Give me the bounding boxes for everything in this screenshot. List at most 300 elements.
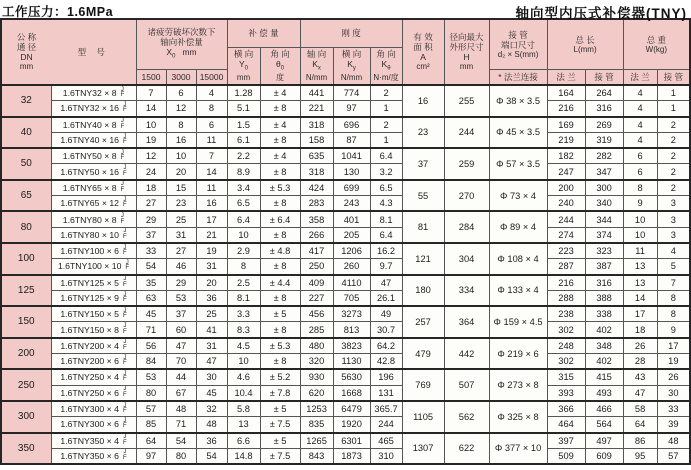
- axial-compensation-cell: 25: [166, 211, 196, 227]
- angular-compensation-cell: ± 4.4: [260, 275, 300, 291]
- pipe-port-size-cell: Φ 219 × 6: [489, 338, 547, 370]
- weight-pipe-cell: 8: [657, 306, 690, 322]
- axial-stiffness-cell: 158: [300, 132, 333, 148]
- length-pipe-cell: 340: [585, 196, 623, 212]
- axial-compensation-cell: 53: [136, 369, 166, 385]
- model-text: 1.6TNY40 × 16: [60, 135, 119, 146]
- axial-compensation-cell: 21: [196, 227, 227, 243]
- spec-row: [1, 290, 690, 306]
- axial-compensation-cell: 57: [136, 401, 166, 417]
- spec-row: [1, 117, 690, 133]
- lateral-stiffness-cell: 243: [333, 196, 370, 212]
- col-header-angular-stiffness: [370, 47, 402, 85]
- col-header-total-length: [547, 19, 623, 69]
- model-text: 1.6TNY65 × 12: [60, 198, 119, 209]
- axial-compensation-cell: 45: [196, 385, 227, 401]
- angular-compensation-cell: ± 4: [260, 85, 300, 101]
- model-text: 1.6TNY32 × 8: [62, 88, 117, 99]
- col-header-angular-compensation: [260, 47, 300, 85]
- length-flange-cell: 315: [547, 369, 585, 385]
- col-header-pipe-port: [489, 19, 547, 69]
- model-text: 1.6TNY200 × 4: [60, 340, 119, 351]
- axial-compensation-cell: 12: [136, 148, 166, 164]
- effective-area-cell: 37: [402, 148, 444, 180]
- axial-compensation-cell: 10: [166, 148, 196, 164]
- dn-cell: 100: [1, 243, 51, 275]
- axial-compensation-cell: 71: [166, 417, 196, 433]
- radial-dimension-cell: 622: [444, 433, 489, 465]
- model-cell: [51, 85, 136, 101]
- model-inner: [60, 419, 126, 430]
- model-variant-jf-mark: J F: [123, 449, 127, 461]
- axial-stiffness-cell: 417: [300, 243, 333, 259]
- axial-compensation-cell: 80: [166, 448, 196, 464]
- weight-pipe-cell: 1: [657, 101, 690, 117]
- model-text: 1.6TNY150 × 5: [60, 309, 119, 320]
- length-pipe-cell: 402: [585, 354, 623, 370]
- radial-dimension-cell: 304: [444, 243, 489, 275]
- axial-compensation-cell: 7: [196, 148, 227, 164]
- axial-compensation-cell: 37: [136, 227, 166, 243]
- lateral-stiffness-cell: 260: [333, 259, 370, 275]
- axial-compensation-cell: 44: [166, 369, 196, 385]
- axial-compensation-cell: 48: [196, 417, 227, 433]
- axial-compensation-cell: 29: [136, 211, 166, 227]
- model-variant-jf-mark: J F: [120, 181, 125, 193]
- angular-stiffness-cell: 244: [370, 417, 402, 433]
- weight-pipe-cell: 4: [657, 243, 690, 259]
- dn-cell: 125: [1, 275, 51, 307]
- axial-stiffness-cell: 1265: [300, 433, 333, 449]
- spec-row: [1, 306, 690, 322]
- model-text: 1.6TNY250 × 6: [60, 387, 119, 398]
- angular-compensation-cell: ± 5: [260, 433, 300, 449]
- weight-flange-cell: 58: [623, 401, 657, 417]
- header-line: mm: [459, 62, 474, 72]
- axial-stiffness-cell: 635: [300, 148, 333, 164]
- length-flange-cell: 366: [547, 401, 585, 417]
- radial-dimension-cell: 364: [444, 306, 489, 338]
- weight-flange-cell: 4: [623, 117, 657, 133]
- length-flange-cell: 288: [547, 290, 585, 306]
- dn-cell: 350: [1, 433, 51, 465]
- length-flange-cell: 248: [547, 338, 585, 354]
- axial-compensation-cell: 15: [166, 180, 196, 196]
- model-inner: [60, 324, 126, 335]
- header-line: 轴 向: [306, 49, 327, 60]
- angular-compensation-cell: ± 4: [260, 117, 300, 133]
- lateral-compensation-cell: 6.6: [227, 433, 260, 449]
- col-header-fatigue-compensation: [136, 19, 227, 69]
- length-flange-cell: 200: [547, 180, 585, 196]
- axial-compensation-cell: 47: [166, 338, 196, 354]
- angular-compensation-cell: ± 5.3: [260, 338, 300, 354]
- model-cell: [51, 180, 136, 196]
- col-header-flange-connection-note: * 法兰连接: [489, 69, 547, 85]
- angular-compensation-cell: ± 7.5: [260, 417, 300, 433]
- header-line: 通 径: [16, 42, 37, 53]
- model-cell: [51, 369, 136, 385]
- axial-compensation-cell: 14: [196, 164, 227, 180]
- header-line: 有 效: [413, 32, 433, 43]
- model-text: 1.6TNY65 × 8: [62, 182, 117, 193]
- angular-compensation-cell: ± 7.5: [260, 448, 300, 464]
- effective-area-cell: 257: [402, 306, 444, 338]
- length-pipe-cell: 466: [585, 401, 623, 417]
- spec-row: [1, 259, 690, 275]
- length-flange-cell: 164: [547, 85, 585, 101]
- axial-compensation-cell: 12: [166, 101, 196, 117]
- length-pipe-cell: 497: [585, 433, 623, 449]
- effective-area-cell: 180: [402, 275, 444, 307]
- lateral-stiffness-cell: 1041: [333, 148, 370, 164]
- header-line: 接 管: [508, 29, 528, 40]
- lateral-stiffness-cell: 4110: [333, 275, 370, 291]
- length-flange-cell: 182: [547, 148, 585, 164]
- weight-flange-cell: 47: [623, 385, 657, 401]
- weight-pipe-cell: 1: [657, 85, 690, 101]
- length-flange-cell: 464: [547, 417, 585, 433]
- length-flange-cell: 219: [547, 132, 585, 148]
- lateral-compensation-cell: 1.28: [227, 85, 260, 101]
- model-text: 1.6TNY100 × 6: [60, 246, 119, 257]
- model-cell: [51, 227, 136, 243]
- axial-compensation-cell: 41: [196, 322, 227, 338]
- spec-row: [1, 275, 690, 291]
- model-variant-jf-mark: J F: [123, 307, 127, 320]
- model-variant-jf-mark: J F: [120, 118, 125, 130]
- pipe-port-size-cell: Φ 377 × 10: [489, 433, 547, 465]
- model-variant-jf-mark: J F: [120, 149, 125, 162]
- col-header-weight-pipe: 接 管: [657, 69, 690, 85]
- weight-pipe-cell: 7: [657, 275, 690, 291]
- model-cell: [51, 259, 136, 275]
- length-flange-cell: 169: [547, 117, 585, 133]
- model-variant-jf-mark: J F: [123, 417, 127, 430]
- lateral-stiffness-cell: 1206: [333, 243, 370, 259]
- axial-compensation-cell: 10: [136, 117, 166, 133]
- angular-compensation-cell: ± 8: [260, 259, 300, 275]
- lateral-stiffness-cell: 401: [333, 211, 370, 227]
- angular-compensation-cell: ± 6.4: [260, 211, 300, 227]
- lateral-stiffness-cell: 97: [333, 101, 370, 117]
- col-header-cycles-15000: 15000: [196, 69, 227, 85]
- header-line: 总 重: [646, 34, 667, 45]
- axial-stiffness-cell: 318: [300, 164, 333, 180]
- angular-stiffness-cell: 16.2: [370, 243, 402, 259]
- angular-compensation-cell: ± 8: [260, 132, 300, 148]
- model-inner: [60, 404, 126, 415]
- model-inner: [60, 309, 126, 320]
- weight-pipe-cell: 9: [657, 322, 690, 338]
- length-flange-cell: 238: [547, 306, 585, 322]
- length-pipe-cell: 269: [585, 117, 623, 133]
- axial-compensation-cell: 27: [166, 243, 196, 259]
- lateral-compensation-cell: 3.4: [227, 180, 260, 196]
- angular-stiffness-cell: 2: [370, 117, 402, 133]
- model-variant-jf-mark: J F: [120, 213, 125, 225]
- model-cell: [51, 132, 136, 148]
- lateral-compensation-cell: 8.1: [227, 290, 260, 306]
- length-flange-cell: 393: [547, 385, 585, 401]
- spec-row: [1, 433, 690, 449]
- model-variant-jf-mark: J F: [123, 101, 127, 114]
- lateral-stiffness-cell: 1668: [333, 385, 370, 401]
- title-bar: [0, 0, 691, 21]
- weight-pipe-cell: 8: [657, 290, 690, 306]
- axial-compensation-cell: 20: [166, 164, 196, 180]
- length-pipe-cell: 282: [585, 148, 623, 164]
- axial-compensation-cell: 54: [166, 433, 196, 449]
- header-line: N/mm: [305, 72, 328, 82]
- axial-compensation-cell: 47: [196, 354, 227, 370]
- model-cell: [51, 101, 136, 117]
- axial-compensation-cell: 31: [196, 259, 227, 275]
- length-pipe-cell: 387: [585, 259, 623, 275]
- model-inner: [63, 182, 125, 193]
- axial-compensation-cell: 63: [136, 290, 166, 306]
- effective-area-cell: 769: [402, 369, 444, 401]
- header-line: 角 向: [270, 49, 290, 60]
- axial-compensation-cell: 7: [136, 85, 166, 101]
- axial-compensation-cell: 80: [136, 385, 166, 401]
- working-pressure-title: 工作压力：1.6MPa: [2, 5, 114, 19]
- dn-cell: 65: [1, 180, 51, 212]
- weight-flange-cell: 26: [623, 338, 657, 354]
- angular-compensation-cell: ± 8: [260, 164, 300, 180]
- angular-stiffness-cell: 49: [370, 306, 402, 322]
- spec-row: [1, 369, 690, 385]
- axial-compensation-cell: 54: [196, 448, 227, 464]
- axial-compensation-cell: 64: [136, 433, 166, 449]
- dn-cell: 300: [1, 401, 51, 433]
- weight-flange-cell: 4: [623, 85, 657, 101]
- axial-stiffness-cell: 620: [300, 385, 333, 401]
- angular-stiffness-cell: 47: [370, 275, 402, 291]
- weight-pipe-cell: 17: [657, 338, 690, 354]
- spec-row: [1, 85, 690, 101]
- model-inner: [60, 435, 126, 446]
- axial-stiffness-cell: 221: [300, 101, 333, 117]
- angular-stiffness-cell: 2: [370, 85, 402, 101]
- axial-compensation-cell: 33: [136, 243, 166, 259]
- axial-compensation-cell: 14: [136, 101, 166, 117]
- axial-stiffness-cell: 227: [300, 290, 333, 306]
- header-line: $K_x$: [312, 59, 321, 72]
- header-line: L(mm): [573, 44, 597, 54]
- angular-stiffness-cell: 1: [370, 101, 402, 117]
- model-variant-jf-mark: J F: [123, 323, 127, 335]
- spec-row: [1, 211, 690, 227]
- model-cell: [51, 211, 136, 227]
- effective-area-cell: 23: [402, 117, 444, 149]
- header-line: $Y_0$: [239, 59, 249, 72]
- axial-compensation-cell: 53: [166, 290, 196, 306]
- axial-stiffness-cell: 250: [300, 259, 333, 275]
- model-cell: [51, 275, 136, 291]
- lateral-compensation-cell: 8.9: [227, 164, 260, 180]
- model-variant-jf-mark: J F: [123, 386, 127, 398]
- axial-compensation-cell: 45: [136, 306, 166, 322]
- header-line: H: [463, 52, 470, 63]
- header-line: $K_y$: [347, 59, 356, 72]
- header-line: A: [420, 52, 426, 63]
- axial-compensation-cell: 97: [136, 448, 166, 464]
- model-text: 1.6TNY150 × 8: [60, 324, 119, 335]
- weight-flange-cell: 10: [623, 227, 657, 243]
- weight-flange-cell: 95: [623, 448, 657, 464]
- spec-row: [1, 417, 690, 433]
- axial-compensation-cell: 23: [166, 196, 196, 212]
- col-header-cycles-1500: 1500: [136, 69, 166, 85]
- col-header-dn: [1, 19, 51, 85]
- length-pipe-cell: 564: [585, 417, 623, 433]
- angular-compensation-cell: ± 8: [260, 354, 300, 370]
- weight-flange-cell: 10: [623, 211, 657, 227]
- angular-compensation-cell: ± 8: [260, 101, 300, 117]
- model-text: 1.6TNY250 × 4: [60, 372, 119, 383]
- spec-row: [1, 354, 690, 370]
- axial-compensation-cell: 6: [166, 85, 196, 101]
- model-variant-jf-mark: J F: [123, 196, 127, 209]
- length-pipe-cell: 388: [585, 290, 623, 306]
- lateral-compensation-cell: 4.6: [227, 369, 260, 385]
- model-inner: [60, 356, 126, 367]
- effective-area-cell: 1307: [402, 433, 444, 465]
- length-pipe-cell: 323: [585, 243, 623, 259]
- model-text: 1.6TNY50 × 16: [60, 166, 119, 177]
- length-pipe-cell: 348: [585, 338, 623, 354]
- model-inner: [60, 198, 126, 209]
- model-inner: [60, 277, 126, 288]
- length-pipe-cell: 347: [585, 164, 623, 180]
- axial-compensation-cell: 29: [166, 275, 196, 291]
- weight-pipe-cell: 3: [657, 227, 690, 243]
- axial-compensation-cell: 16: [166, 132, 196, 148]
- axial-compensation-cell: 25: [196, 306, 227, 322]
- model-variant-jf-mark: J F: [123, 133, 127, 146]
- header-line: 面 积: [413, 42, 433, 53]
- header-line: 度: [276, 72, 285, 82]
- spec-row: [1, 180, 690, 196]
- lateral-stiffness-cell: 205: [333, 227, 370, 243]
- header-line: d₂ × S(mm): [497, 49, 539, 59]
- axial-compensation-cell: 70: [166, 354, 196, 370]
- axial-stiffness-cell: 358: [300, 211, 333, 227]
- lateral-stiffness-cell: 6479: [333, 401, 370, 417]
- weight-flange-cell: 43: [623, 369, 657, 385]
- model-cell: [51, 354, 136, 370]
- model-text: 1.6TNY125 × 5: [60, 277, 119, 288]
- lateral-compensation-cell: 5.1: [227, 101, 260, 117]
- length-pipe-cell: 609: [585, 448, 623, 464]
- model-inner: [60, 450, 126, 461]
- lateral-stiffness-cell: 1920: [333, 417, 370, 433]
- model-variant-jf-mark: J F: [123, 354, 127, 367]
- pipe-port-size-cell: Φ 108 × 4: [489, 243, 547, 275]
- axial-compensation-cell: 6: [196, 117, 227, 133]
- weight-flange-cell: 6: [623, 164, 657, 180]
- model-inner: [63, 151, 125, 162]
- axial-stiffness-cell: 409: [300, 275, 333, 291]
- axial-compensation-cell: 8: [196, 101, 227, 117]
- axial-compensation-cell: 54: [136, 259, 166, 275]
- lateral-compensation-cell: 4.5: [227, 338, 260, 354]
- header-line: 诸疲劳破坏次数下: [147, 27, 216, 38]
- weight-pipe-cell: 39: [657, 417, 690, 433]
- effective-area-cell: 81: [402, 211, 444, 243]
- weight-pipe-cell: 2: [657, 117, 690, 133]
- lateral-stiffness-cell: 3823: [333, 338, 370, 354]
- angular-compensation-cell: ± 7.8: [260, 385, 300, 401]
- axial-compensation-cell: 30: [196, 369, 227, 385]
- header-line: DN: [20, 52, 33, 63]
- weight-pipe-cell: 3: [657, 211, 690, 227]
- model-cell: [51, 433, 136, 449]
- model-cell: [51, 117, 136, 133]
- col-header-length-pipe: 接 管: [585, 69, 623, 85]
- effective-area-cell: 479: [402, 338, 444, 370]
- weight-pipe-cell: 5: [657, 259, 690, 275]
- length-flange-cell: 509: [547, 448, 585, 464]
- model-text: 1.6TNY80 × 10: [60, 229, 119, 240]
- model-variant-jf-mark: J F: [123, 276, 127, 288]
- lateral-compensation-cell: 10.4: [227, 385, 260, 401]
- length-flange-cell: 240: [547, 196, 585, 212]
- model-variant-jf-mark: J F: [125, 259, 130, 272]
- axial-stiffness-cell: 441: [300, 85, 333, 101]
- length-pipe-cell: 344: [585, 211, 623, 227]
- header-line: 径向最大: [449, 32, 484, 43]
- header-line: $X_0$ mm: [166, 47, 197, 61]
- lateral-stiffness-cell: 5630: [333, 369, 370, 385]
- angular-stiffness-cell: 6.4: [370, 227, 402, 243]
- axial-compensation-cell: 56: [136, 338, 166, 354]
- header-line: mm: [19, 62, 34, 72]
- dn-cell: 50: [1, 148, 51, 180]
- weight-pipe-cell: 3: [657, 196, 690, 212]
- col-header-effective-area: [402, 19, 444, 85]
- radial-dimension-cell: 270: [444, 180, 489, 212]
- model-text: 1.6TNY350 × 4: [60, 435, 119, 446]
- header-line: 公 称: [16, 32, 37, 43]
- lateral-compensation-cell: 10: [227, 227, 260, 243]
- radial-dimension-cell: 562: [444, 401, 489, 433]
- lateral-stiffness-cell: 3273: [333, 306, 370, 322]
- pipe-port-size-cell: Φ 325 × 8: [489, 401, 547, 433]
- lateral-stiffness-cell: 705: [333, 290, 370, 306]
- pipe-port-size-cell: Φ 57 × 3.5: [489, 148, 547, 180]
- model-cell: [51, 385, 136, 401]
- axial-compensation-cell: 60: [166, 322, 196, 338]
- axial-compensation-cell: 84: [136, 354, 166, 370]
- weight-pipe-cell: 26: [657, 369, 690, 385]
- weight-flange-cell: 4: [623, 101, 657, 117]
- col-header-radial-dimension: [444, 19, 489, 85]
- weight-flange-cell: 13: [623, 275, 657, 291]
- model-inner: [60, 293, 126, 304]
- axial-compensation-cell: 85: [136, 417, 166, 433]
- model-inner: [60, 229, 126, 240]
- axial-compensation-cell: 36: [196, 433, 227, 449]
- spec-row: [1, 338, 690, 354]
- model-cell: [51, 306, 136, 322]
- effective-area-cell: 55: [402, 180, 444, 212]
- weight-flange-cell: 9: [623, 196, 657, 212]
- effective-area-cell: 16: [402, 85, 444, 117]
- angular-stiffness-cell: 310: [370, 448, 402, 464]
- weight-flange-cell: 6: [623, 148, 657, 164]
